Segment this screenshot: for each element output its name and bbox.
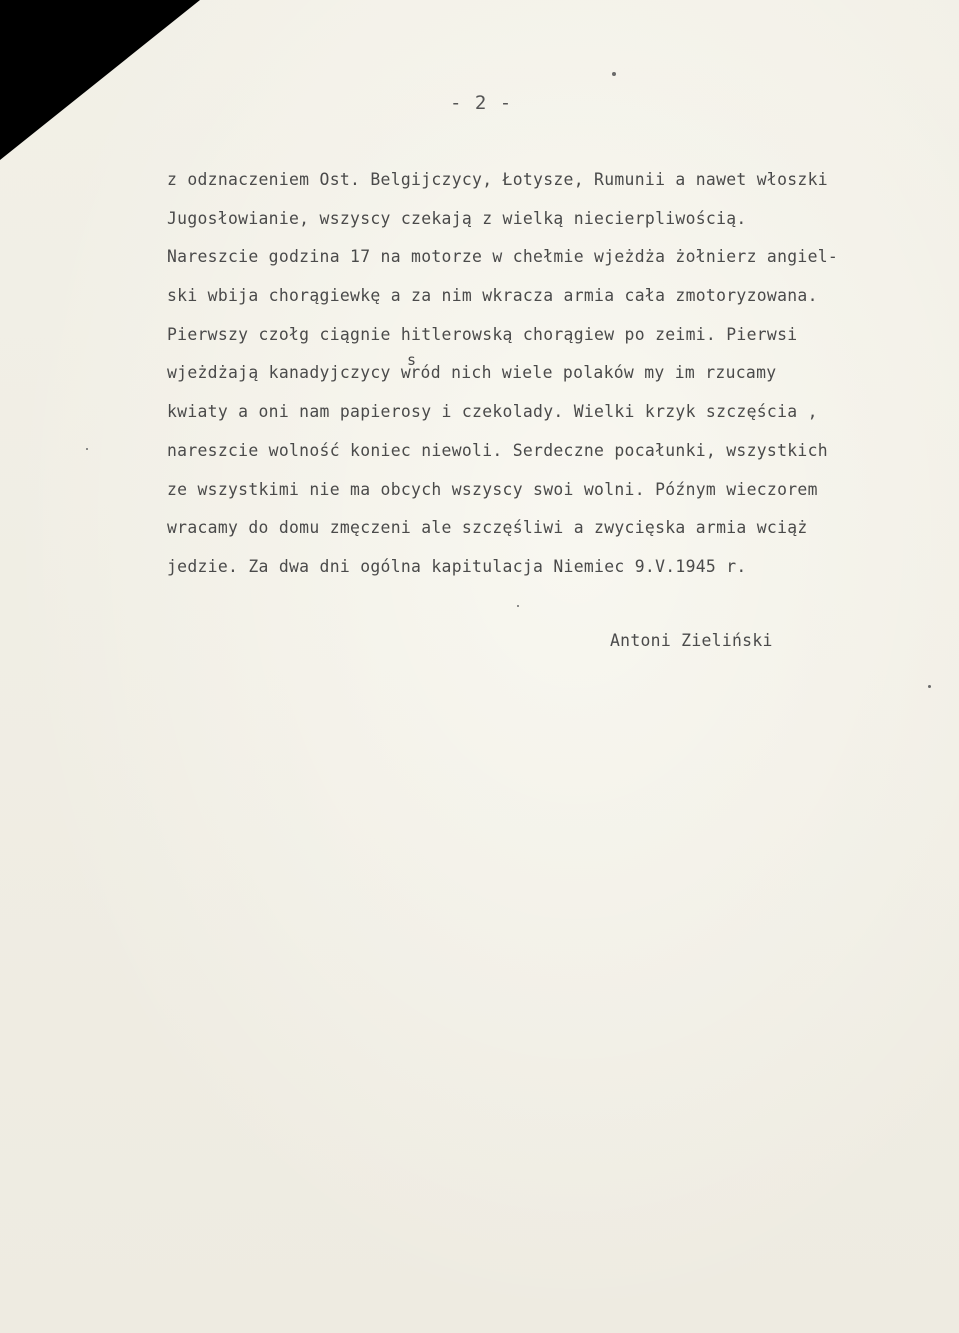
black-corner-mark <box>0 0 200 160</box>
text-line-4: ski wbija chorągiewkę a za nim wkracza armia cała zmotoryzowana. <box>167 286 818 306</box>
paper-speck <box>612 72 616 76</box>
text-line-2: Jugosłowianie, wszyscy czekają z wielką niecierpliwością. <box>167 208 747 228</box>
text-line-3: Nareszcie godzina 17 na motorze w chełmie wjeżdża żołnierz angiel- <box>167 247 839 267</box>
text-line-7: kwiaty a oni nam papierosy i czekolady. Wielki krzyk szczęścia , <box>167 402 818 422</box>
text-line-9: ze wszystkimi nie ma obcych wszyscy swoi wolni. Późnym wieczorem <box>167 479 818 499</box>
signature: Antoni Zieliński <box>610 631 773 650</box>
text-line-5: Pierwszy czołg ciągnie hitlerowską chorągiew po zeimi. Pierwsi <box>167 324 798 344</box>
text-line-10: wracamy do domu zmęczeni ale szczęśliwi a zwycięska armia wciąż <box>167 518 808 538</box>
paper-speck <box>86 448 88 450</box>
paper-speck <box>517 605 519 607</box>
text-line-1: z odznaczeniem Ost. Belgijczycy, Łotysze, Rumunii a nawet włoszki <box>167 170 828 189</box>
text-line-11: jedzie. Za dwa dni ogólna kapitulacja Niemiec 9.V.1945 r. <box>167 556 747 576</box>
text-line-8: nareszcie wolność koniec niewoli. Serdeczne pocałunki, wszystkich <box>167 440 828 460</box>
page-number: - 2 - <box>450 92 513 114</box>
inserted-letter: s <box>407 351 417 370</box>
paper-speck <box>928 685 931 688</box>
text-line-6-after: ród nich wiele polaków my im rzucamy <box>410 363 777 383</box>
letter-body <box>167 168 937 594</box>
text-line-6-before: wjeżdżają kanadyjczycy w <box>167 363 412 383</box>
text-line-6 <box>167 351 937 400</box>
